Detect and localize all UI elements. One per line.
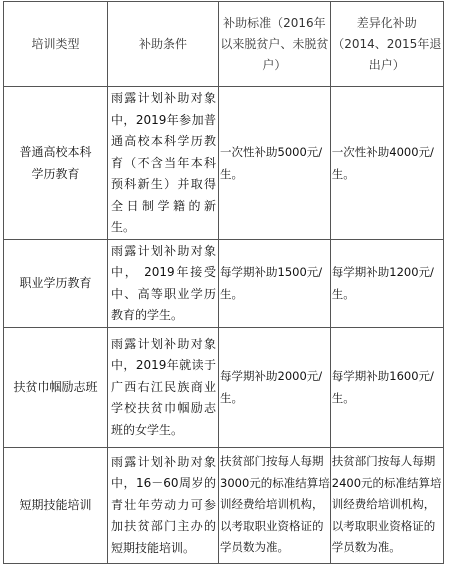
cell-line: 中，2019年参加普 [111, 112, 216, 127]
cell-line: 以考取职业资格证的 [331, 518, 436, 533]
cell-line: 训经费给培训机构， [331, 497, 436, 512]
cell-line: 3000元的标准结算培 [220, 475, 330, 490]
differential-cell [330, 87, 443, 240]
cell-line: 短期技能培训 [19, 498, 92, 512]
cell-line: 扶贫巾帼励志班 [13, 380, 98, 394]
header-subsidy-condition: 补助条件 [108, 2, 219, 87]
cell-line: 以考取职业资格证的 [220, 518, 324, 533]
cell-line: 育（不含当年本科 [111, 155, 216, 170]
header-training-type: 培训类型 [4, 2, 108, 87]
cell-line: 学员数为准。 [331, 540, 401, 555]
cell-line: 教育的学生。 [111, 308, 184, 322]
differential-cell [330, 447, 443, 563]
cell-line: 训经费给培训机构， [220, 497, 324, 512]
cell-line: 学员数为准。 [220, 540, 289, 555]
cell-line: 每学期补助1500元/ [220, 265, 323, 279]
training-type-cell [4, 327, 108, 447]
cell-line: 学校扶贫巾帼励志 [111, 401, 216, 416]
cell-line: 普通高校本科 [19, 144, 92, 159]
standard-cell [219, 447, 331, 563]
cell-line: 中， 2019年接受 [111, 265, 216, 279]
cell-line: 学历教育 [31, 166, 80, 181]
cell-line: 生。 [220, 391, 243, 405]
cell-line: 生。 [220, 287, 243, 301]
cell-line: 预科新生）并取得 [111, 177, 216, 191]
differential-cell [330, 239, 443, 327]
header-differential-subsidy [330, 2, 443, 87]
cell-line: 生。 [111, 220, 136, 234]
cell-line: 一次性补助4000元/ [331, 144, 434, 159]
condition-cell [108, 87, 219, 240]
cell-line: 2400元的标准结算培 [331, 475, 442, 490]
training-type-cell [4, 87, 108, 240]
header-line: 出户） [368, 57, 405, 72]
cell-line: 每学期补助1200元/ [331, 265, 434, 279]
subsidy-table [3, 1, 444, 564]
cell-line: 全日制学籍的新 [111, 198, 216, 213]
cell-line: 短期技能培训。 [111, 540, 196, 555]
table-row [4, 447, 444, 563]
cell-line: 雨露计划补助对象 [111, 336, 216, 351]
header-line: 差异化补助 [356, 15, 417, 30]
cell-line: 生。 [220, 166, 243, 181]
cell-line: 扶贫部门按每人每期 [331, 454, 436, 469]
cell-line: 通高校本科学历教 [111, 134, 216, 148]
header-line: 户） [262, 57, 287, 72]
header-line: （2014、2015年退 [332, 36, 442, 51]
standard-cell [219, 87, 331, 240]
cell-line: 雨露计划补助对象 [111, 243, 216, 258]
cell-line: 职业学历教育 [19, 276, 92, 290]
header-line: 补助标准（2016年 [223, 15, 326, 30]
cell-line: 生。 [331, 287, 355, 301]
standard-cell [219, 239, 331, 327]
table-row [4, 239, 444, 327]
cell-line: 每学期补助1600元/ [331, 369, 434, 383]
header-row [4, 2, 444, 87]
cell-line: 雨露计划补助对象 [111, 454, 216, 469]
cell-line: 中、高等职业学历 [111, 286, 216, 301]
cell-line: 雨露计划补助对象 [111, 91, 216, 105]
cell-line: 广西右江民族商业 [111, 379, 216, 394]
condition-cell [108, 327, 219, 447]
condition-cell [108, 447, 219, 563]
cell-line: 生。 [331, 391, 355, 405]
cell-line: 加扶贫部门主办的 [111, 519, 216, 534]
training-type-cell [4, 239, 108, 327]
table-row [4, 87, 444, 240]
header-line: 以来脱贫户、未脱贫 [220, 36, 329, 51]
cell-line: 生。 [331, 166, 355, 181]
standard-cell [219, 327, 331, 447]
condition-cell [108, 239, 219, 327]
table-row [4, 327, 444, 447]
training-type-cell [4, 447, 108, 563]
cell-line: 中，16－60周岁的 [111, 476, 216, 491]
differential-cell [330, 327, 443, 447]
header-subsidy-standard [219, 2, 331, 87]
cell-line: 扶贫部门按每人每期 [220, 454, 324, 469]
cell-line: 班的女学生。 [111, 422, 184, 437]
cell-line: 青壮年劳动力可参 [111, 497, 216, 512]
cell-line: 中，2019年就读于 [111, 358, 216, 373]
cell-line: 每学期补助2000元/ [220, 369, 323, 383]
cell-line: 一次性补助5000元/ [220, 144, 323, 159]
